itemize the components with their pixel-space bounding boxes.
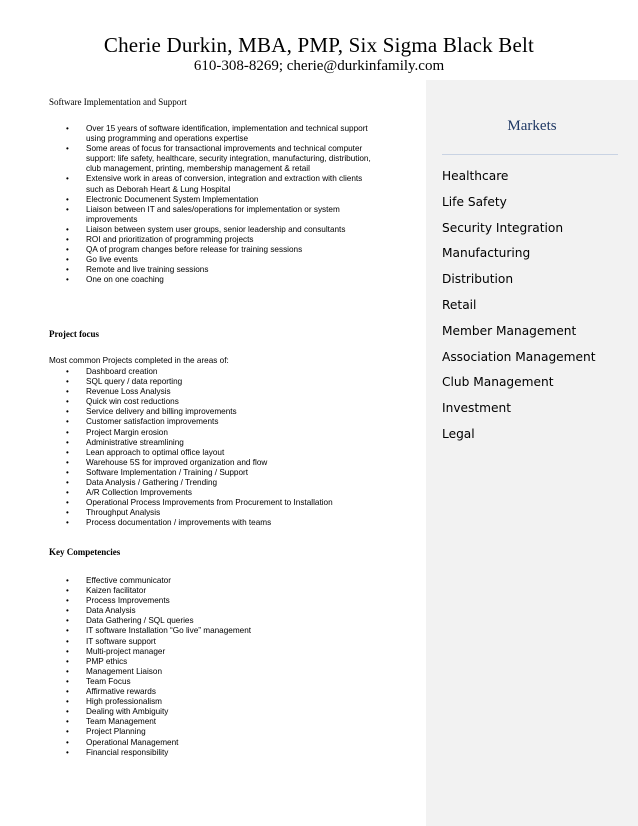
section-title-project-focus: Project focus <box>49 329 100 339</box>
project-focus-intro: Most common Projects completed in the areas of: <box>49 356 229 365</box>
markets-sidebar <box>426 80 638 826</box>
software-support-item: • QA of program changes before release for training sessions <box>49 245 379 255</box>
credentials: , MBA, PMP, Six Sigma Black Belt <box>227 33 535 57</box>
project-focus-item: • Project Margin erosion <box>49 428 379 438</box>
project-focus-item: • Operational Process Improvements from Procurement to Installation <box>49 498 379 508</box>
project-focus-item: • A/R Collection Improvements <box>49 488 379 498</box>
market-item: Manufacturing <box>442 246 531 261</box>
competency-item: • Team Management <box>49 717 379 727</box>
market-item: Investment <box>442 401 512 416</box>
project-focus-item: • Data Analysis / Gathering / Trending <box>49 478 379 488</box>
competency-item: • Management Liaison <box>49 667 379 677</box>
competency-item: • IT software Installation “Go live” management <box>49 626 379 636</box>
project-focus-item: • Warehouse 5S for improved organization and flow <box>49 458 379 468</box>
software-support-item: • One on one coaching <box>49 275 379 285</box>
market-item: Healthcare <box>442 169 509 183</box>
project-focus-item: • Process documentation / improvements with teams <box>49 518 379 528</box>
market-item: Retail <box>442 297 477 312</box>
sidebar-title: Markets <box>507 118 557 134</box>
project-focus-item: • Customer satisfaction improvements <box>49 417 379 427</box>
software-support-item: • Over 15 years of software identification, implementation and technical support using programming and operations expertise <box>49 124 379 144</box>
competency-item: • High professionalism <box>49 697 379 707</box>
project-focus-item: • Quick win cost reductions <box>49 397 379 407</box>
software-support-list <box>49 124 379 286</box>
market-item: Security Integration <box>442 220 564 235</box>
competency-item: • Multi-project manager <box>49 647 379 657</box>
competency-item: • Dealing with Ambiguity <box>49 707 379 717</box>
software-support-item: • Some areas of focus for transactional improvements and technical computer support: life safety, healthcare, security integration, manufacturing, distribution, club management, printing, membership management & retail <box>49 144 379 174</box>
software-support-item: • ROI and prioritization of programming projects <box>49 235 379 245</box>
competency-item: • Data Analysis <box>49 606 379 616</box>
markets-list <box>442 167 596 451</box>
software-support-item: • Extensive work in areas of conversion, integration and extraction with clients such as Deborah Heart & Lung Hospital <box>49 174 379 194</box>
market-item: Life Safety <box>442 194 507 209</box>
section-title-software: Software Implementation and Support <box>49 97 187 107</box>
competency-item: • Team Focus <box>49 677 379 687</box>
project-focus-item: • Dashboard creation <box>49 367 379 377</box>
competency-item: • Kaizen facilitator <box>49 586 379 596</box>
competency-item: • PMP ethics <box>49 657 379 667</box>
competency-item: • Data Gathering / SQL queries <box>49 616 379 626</box>
software-support-item: • Go live events <box>49 255 379 265</box>
resume-name-header <box>0 33 638 57</box>
software-support-item: • Liaison between system user groups, senior leadership and consultants <box>49 225 379 235</box>
sidebar-divider <box>442 154 618 155</box>
project-focus-item: • Lean approach to optimal office layout <box>49 448 379 458</box>
software-support-item: • Electronic Documenent System Implementation <box>49 195 379 205</box>
project-focus-item: • Throughput Analysis <box>49 508 379 518</box>
software-support-item: • Remote and live training sessions <box>49 265 379 275</box>
competency-item: • Financial responsibility <box>49 748 379 758</box>
competency-item: • Effective communicator <box>49 576 379 586</box>
person-name: Cherie Durkin <box>103 33 228 57</box>
competency-item: • IT software support <box>49 637 379 647</box>
project-focus-item: • Administrative streamlining <box>49 438 379 448</box>
competency-item: • Project Planning <box>49 727 379 737</box>
contact-line: 610-308-8269; cherie@durkinfamily.com <box>193 58 445 74</box>
software-support-item: • Liaison between IT and sales/operations for implementation or system improvements <box>49 205 379 225</box>
project-focus-item: • SQL query / data reporting <box>49 377 379 387</box>
market-item: Association Management <box>442 349 596 364</box>
project-focus-item: • Software Implementation / Training / Support <box>49 468 379 478</box>
key-competencies-list <box>49 576 379 758</box>
competency-item: • Process Improvements <box>49 596 379 606</box>
market-item: Distribution <box>442 272 514 287</box>
project-focus-item: • Service delivery and billing improvements <box>49 407 379 417</box>
market-item: Legal <box>442 426 475 441</box>
project-focus-item: • Revenue Loss Analysis <box>49 387 379 397</box>
competency-item: • Operational Management <box>49 738 379 748</box>
section-title-key-competencies: Key Competencies <box>49 547 121 557</box>
market-item: Member Management <box>442 323 577 338</box>
project-focus-list <box>49 367 379 529</box>
competency-item: • Affirmative rewards <box>49 687 379 697</box>
market-item: Club Management <box>442 375 554 390</box>
